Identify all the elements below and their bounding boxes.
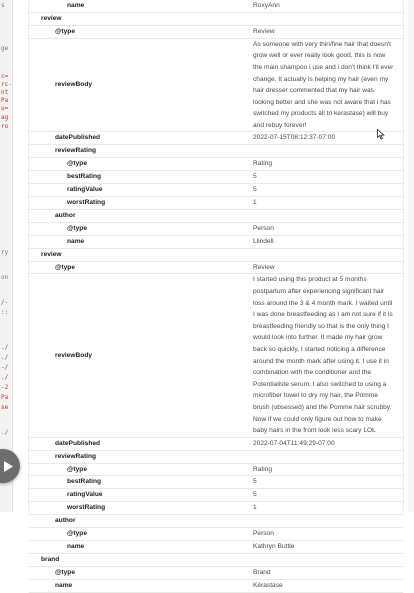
properties-table (29, 0, 403, 593)
clipped-code-fragment: se (1, 404, 9, 411)
property-row (29, 261, 403, 274)
property-row (29, 476, 403, 489)
clipped-code-fragment: /- (1, 299, 9, 306)
property-key: ratingValue (29, 184, 253, 197)
clipped-code-fragment: ./ (1, 429, 9, 436)
property-value: 2022-07-04T11:49:29-07:00 (253, 437, 403, 450)
property-value: Kérastase (253, 579, 403, 592)
property-value (253, 12, 403, 25)
property-key: author (29, 209, 253, 222)
property-row (29, 158, 403, 171)
property-row (29, 222, 403, 235)
property-key: @type (29, 566, 253, 579)
property-value: RoxyAnn (253, 0, 403, 12)
property-value: 5 (253, 171, 403, 184)
property-key: brand (29, 553, 253, 566)
property-row (29, 25, 403, 38)
clipped-code-fragment: ag (1, 114, 9, 121)
property-key: name (29, 579, 253, 592)
property-row (29, 197, 403, 210)
property-value: Brand (253, 566, 403, 579)
property-row (29, 541, 403, 554)
property-key: reviewBody (29, 274, 253, 437)
clipped-code-fragment: s (1, 2, 5, 9)
property-value: Llindell (253, 235, 403, 248)
property-value: I started using this product at 5 months postpartum after experiencing significant hair loss around the 3 & 4 month mark. I waited until I was done breastfeeding as I am not sure if it is breastfeeding friendly so that is the only thing I would look into further. It made my hair grow back so quickly, I started noticing a difference around the month mark after using it. I use it in combination with the conditioner and the Potentialiste serum. I also switched to using a microfiber towel to dry my hair, the Pomme brush (obsessed) and the Pomme hair scrubby. Now if we could only figure out how to make baby hairs in the front look less scary LOL (253, 274, 403, 437)
property-key: @type (29, 261, 253, 274)
property-value: 1 (253, 197, 403, 210)
property-key: reviewBody (29, 38, 253, 132)
property-value: 5 (253, 489, 403, 502)
play-icon (4, 461, 13, 472)
property-value (253, 209, 403, 222)
property-row (29, 515, 403, 528)
property-value (253, 450, 403, 463)
property-key: name (29, 541, 253, 554)
property-row (29, 12, 403, 25)
structured-data-viewer (28, 0, 404, 589)
property-value: Rating (253, 463, 403, 476)
clipped-code-fragment: ge (1, 45, 9, 52)
clipped-code-fragment: ro (1, 123, 9, 130)
devtools-left-panel (0, 0, 13, 512)
clipped-code-fragment: ./ (1, 374, 9, 381)
property-row (29, 184, 403, 197)
play-button[interactable] (0, 449, 20, 483)
property-row (29, 553, 403, 566)
property-row (29, 528, 403, 541)
scrollbar[interactable] (408, 0, 414, 512)
property-value: 5 (253, 476, 403, 489)
property-row (29, 235, 403, 248)
property-row (29, 0, 403, 12)
property-key: name (29, 0, 253, 12)
property-row (29, 171, 403, 184)
property-row (29, 579, 403, 592)
clipped-code-fragment: ./ (1, 354, 9, 361)
property-key: @type (29, 158, 253, 171)
property-key: datePublished (29, 437, 253, 450)
clipped-code-fragment: rc- (1, 81, 12, 88)
property-key: @type (29, 528, 253, 541)
property-key: @type (29, 25, 253, 38)
property-key: @type (29, 222, 253, 235)
property-value (253, 553, 403, 566)
property-row (29, 145, 403, 158)
property-row (29, 274, 403, 437)
property-key: ratingValue (29, 489, 253, 502)
property-key: worstRating (29, 197, 253, 210)
property-key: bestRating (29, 476, 253, 489)
clipped-code-fragment: Pa (1, 394, 9, 401)
property-value: Rating (253, 158, 403, 171)
clipped-code-fragment: -2 (1, 384, 9, 391)
clipped-code-fragment: :: (1, 309, 9, 316)
mouse-cursor-icon (377, 127, 385, 145)
property-value: Review (253, 261, 403, 274)
property-value: 1 (253, 502, 403, 515)
property-key: @type (29, 463, 253, 476)
property-key: review (29, 12, 253, 25)
property-row (29, 209, 403, 222)
property-value: Kathryn Buttle (253, 541, 403, 554)
property-value: Person (253, 222, 403, 235)
property-row (29, 248, 403, 261)
clipped-code-fragment: c= (1, 73, 9, 80)
clipped-code-fragment: on (1, 274, 9, 281)
clipped-code-fragment: ry (1, 249, 9, 256)
clipped-code-fragment: ./ (1, 344, 9, 351)
property-row (29, 437, 403, 450)
property-value (253, 248, 403, 261)
clipped-code-fragment: Pa (1, 97, 9, 104)
property-value: 5 (253, 184, 403, 197)
property-value: Review (253, 25, 403, 38)
property-value (253, 515, 403, 528)
property-row (29, 502, 403, 515)
property-key: reviewRating (29, 145, 253, 158)
property-row (29, 566, 403, 579)
clipped-code-fragment: u= (1, 105, 9, 112)
property-key: author (29, 515, 253, 528)
property-key: review (29, 248, 253, 261)
property-key: datePublished (29, 132, 253, 145)
property-row (29, 450, 403, 463)
property-row (29, 38, 403, 132)
clipped-code-fragment: -/ (1, 364, 9, 371)
property-row (29, 132, 403, 145)
property-key: reviewRating (29, 450, 253, 463)
property-key: bestRating (29, 171, 253, 184)
property-value: Person (253, 528, 403, 541)
property-value (253, 145, 403, 158)
property-key: name (29, 235, 253, 248)
property-value: 2022-07-15T08:12:37-07:00 (253, 132, 403, 145)
property-row (29, 489, 403, 502)
property-value: As someone with very thin/fine hair that doesn't grow well or ever really look good, this is now the main shampoo i use and i don't think I'll ever change. It actually is helping my hair (even my hair dresser commented that my hair was looking better and she was not aware that i has switched my products all to kerastase) will buy and rebuy forever! (253, 38, 403, 132)
property-row (29, 463, 403, 476)
property-key: worstRating (29, 502, 253, 515)
clipped-code-fragment: nt (1, 89, 9, 96)
